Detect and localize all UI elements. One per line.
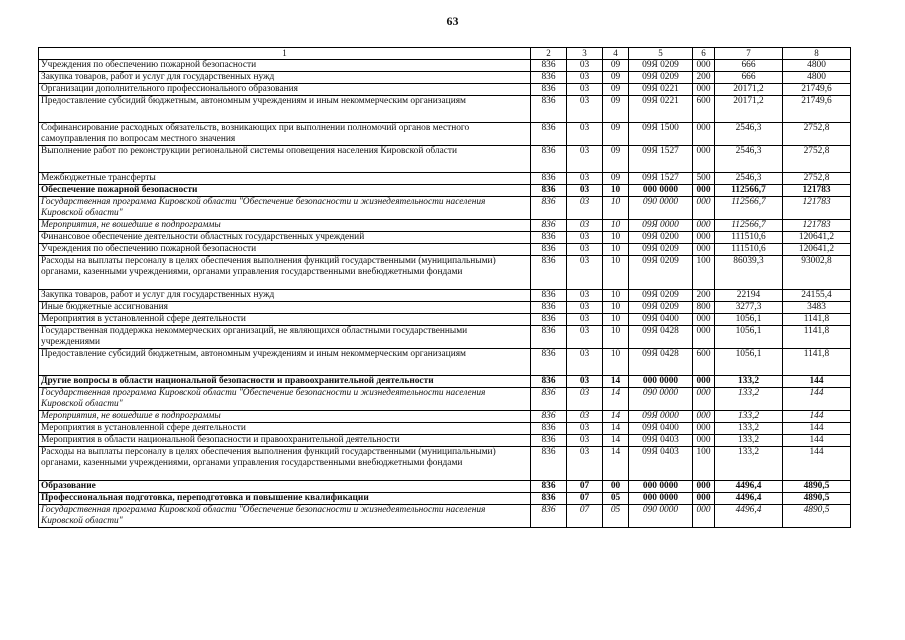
row-ministry-code: 836 xyxy=(531,60,567,72)
row-ministry-code: 836 xyxy=(531,220,567,232)
row-description: Выполнение работ по реконструкции региональной системы оповещения населения Кировской области xyxy=(39,146,531,173)
row-amount-year-2: 3483 xyxy=(783,302,851,314)
row-target-article: 09Я 0000 xyxy=(629,411,693,423)
row-ministry-code: 836 xyxy=(531,72,567,84)
row-amount-year-1: 112566,7 xyxy=(715,197,783,220)
row-amount-year-2: 121783 xyxy=(783,185,851,197)
row-ministry-code: 836 xyxy=(531,388,567,411)
row-ministry-code: 836 xyxy=(531,232,567,244)
row-amount-year-2: 1141,8 xyxy=(783,314,851,326)
row-target-article: 09Я 0403 xyxy=(629,435,693,447)
row-amount-year-1: 112566,7 xyxy=(715,185,783,197)
row-expense-type: 000 xyxy=(693,435,715,447)
row-amount-year-2: 144 xyxy=(783,423,851,435)
row-ministry-code: 836 xyxy=(531,423,567,435)
row-amount-year-2: 2752,8 xyxy=(783,173,851,185)
row-amount-year-2: 1141,8 xyxy=(783,326,851,349)
row-ministry-code: 836 xyxy=(531,481,567,493)
row-ministry-code: 836 xyxy=(531,349,567,376)
row-target-article: 09Я 0000 xyxy=(629,220,693,232)
row-section-code: 03 xyxy=(567,302,603,314)
row-section-code: 03 xyxy=(567,256,603,290)
row-expense-type: 000 xyxy=(693,197,715,220)
row-section-code: 07 xyxy=(567,493,603,505)
row-target-article: 000 0000 xyxy=(629,493,693,505)
row-amount-year-2: 4800 xyxy=(783,72,851,84)
row-section-code: 03 xyxy=(567,411,603,423)
row-ministry-code: 836 xyxy=(531,435,567,447)
row-section-code: 03 xyxy=(567,447,603,481)
row-amount-year-1: 1056,1 xyxy=(715,326,783,349)
row-ministry-code: 836 xyxy=(531,376,567,388)
row-expense-type: 000 xyxy=(693,84,715,96)
row-ministry-code: 836 xyxy=(531,123,567,146)
row-section-code: 03 xyxy=(567,232,603,244)
row-amount-year-2: 21749,6 xyxy=(783,96,851,123)
row-expense-type: 000 xyxy=(693,244,715,256)
row-subsection-code: 14 xyxy=(603,388,629,411)
row-ministry-code: 836 xyxy=(531,493,567,505)
row-ministry-code: 836 xyxy=(531,146,567,173)
row-target-article: 090 0000 xyxy=(629,197,693,220)
row-description: Мероприятия, не вошедшие в подпрограммы xyxy=(39,411,531,423)
table-row xyxy=(39,185,851,197)
row-section-code: 07 xyxy=(567,481,603,493)
row-subsection-code: 09 xyxy=(603,72,629,84)
table-row xyxy=(39,146,851,173)
row-amount-year-2: 144 xyxy=(783,376,851,388)
row-expense-type: 200 xyxy=(693,72,715,84)
row-section-code: 03 xyxy=(567,326,603,349)
row-expense-type: 000 xyxy=(693,60,715,72)
row-ministry-code: 836 xyxy=(531,505,567,528)
row-description: Межбюджетные трансферты xyxy=(39,173,531,185)
row-expense-type: 000 xyxy=(693,146,715,173)
row-amount-year-1: 1056,1 xyxy=(715,314,783,326)
row-ministry-code: 836 xyxy=(531,314,567,326)
row-amount-year-2: 93002,8 xyxy=(783,256,851,290)
row-section-code: 03 xyxy=(567,84,603,96)
row-description: Предоставление субсидий бюджетным, автономным учреждениям и иным некоммерческим организациям xyxy=(39,96,531,123)
row-description: Организации дополнительного профессионального образования xyxy=(39,84,531,96)
row-section-code: 03 xyxy=(567,376,603,388)
row-amount-year-2: 1141,8 xyxy=(783,349,851,376)
row-section-code: 03 xyxy=(567,60,603,72)
row-amount-year-2: 144 xyxy=(783,388,851,411)
row-expense-type: 000 xyxy=(693,314,715,326)
row-expense-type: 100 xyxy=(693,447,715,481)
row-amount-year-1: 133,2 xyxy=(715,435,783,447)
row-target-article: 09Я 0209 xyxy=(629,244,693,256)
row-ministry-code: 836 xyxy=(531,447,567,481)
row-subsection-code: 10 xyxy=(603,244,629,256)
table-row xyxy=(39,447,851,481)
header-col-4: 4 xyxy=(603,48,629,60)
row-description: Профессиональная подготовка, переподготовка и повышение квалификации xyxy=(39,493,531,505)
row-ministry-code: 836 xyxy=(531,96,567,123)
row-expense-type: 000 xyxy=(693,376,715,388)
row-subsection-code: 10 xyxy=(603,314,629,326)
row-target-article: 09Я 0400 xyxy=(629,423,693,435)
row-subsection-code: 10 xyxy=(603,349,629,376)
row-target-article: 09Я 0400 xyxy=(629,314,693,326)
row-description: Обеспечение пожарной безопасности xyxy=(39,185,531,197)
row-description: Мероприятия, не вошедшие в подпрограммы xyxy=(39,220,531,232)
row-section-code: 07 xyxy=(567,505,603,528)
row-ministry-code: 836 xyxy=(531,302,567,314)
row-description: Другие вопросы в области национальной безопасности и правоохранительной деятельности xyxy=(39,376,531,388)
row-amount-year-2: 2752,8 xyxy=(783,123,851,146)
row-target-article: 09Я 1527 xyxy=(629,173,693,185)
table-row xyxy=(39,290,851,302)
row-section-code: 03 xyxy=(567,72,603,84)
row-subsection-code: 14 xyxy=(603,423,629,435)
row-ministry-code: 836 xyxy=(531,326,567,349)
header-col-3: 3 xyxy=(567,48,603,60)
row-description: Государственная поддержка некоммерческих организаций, не являющихся областными государственными учреждениями xyxy=(39,326,531,349)
row-amount-year-2: 121783 xyxy=(783,197,851,220)
row-amount-year-1: 2546,3 xyxy=(715,123,783,146)
row-expense-type: 500 xyxy=(693,173,715,185)
row-expense-type: 000 xyxy=(693,388,715,411)
table-row xyxy=(39,197,851,220)
table-row xyxy=(39,376,851,388)
row-target-article: 09Я 0403 xyxy=(629,447,693,481)
row-amount-year-2: 121783 xyxy=(783,220,851,232)
row-subsection-code: 05 xyxy=(603,493,629,505)
row-subsection-code: 10 xyxy=(603,256,629,290)
table-row xyxy=(39,388,851,411)
row-section-code: 03 xyxy=(567,173,603,185)
row-description: Расходы на выплаты персоналу в целях обеспечения выполнения функций государственными (муниципальными) органами, казенными учреждениями, органами управления государственными внебюджетными фондами xyxy=(39,256,531,290)
row-amount-year-1: 22194 xyxy=(715,290,783,302)
row-description: Финансовое обеспечение деятельности областных государственных учреждений xyxy=(39,232,531,244)
row-amount-year-1: 111510,6 xyxy=(715,232,783,244)
row-subsection-code: 09 xyxy=(603,123,629,146)
row-section-code: 03 xyxy=(567,314,603,326)
row-subsection-code: 09 xyxy=(603,96,629,123)
row-target-article: 09Я 0200 xyxy=(629,232,693,244)
row-section-code: 03 xyxy=(567,123,603,146)
row-amount-year-1: 1056,1 xyxy=(715,349,783,376)
row-expense-type: 000 xyxy=(693,123,715,146)
row-amount-year-1: 666 xyxy=(715,72,783,84)
row-expense-type: 000 xyxy=(693,505,715,528)
row-expense-type: 600 xyxy=(693,96,715,123)
table-row xyxy=(39,96,851,123)
row-amount-year-2: 120641,2 xyxy=(783,232,851,244)
row-amount-year-2: 4890,5 xyxy=(783,481,851,493)
row-amount-year-1: 133,2 xyxy=(715,376,783,388)
table-row xyxy=(39,232,851,244)
row-target-article: 09Я 0428 xyxy=(629,349,693,376)
row-amount-year-1: 666 xyxy=(715,60,783,72)
row-target-article: 09Я 1500 xyxy=(629,123,693,146)
row-description: Расходы на выплаты персоналу в целях обеспечения выполнения функций государственными (муниципальными) органами, казенными учреждениями, органами управления государственными внебюджетными фондами xyxy=(39,447,531,481)
row-amount-year-1: 86039,3 xyxy=(715,256,783,290)
row-subsection-code: 10 xyxy=(603,302,629,314)
row-amount-year-2: 144 xyxy=(783,435,851,447)
row-description: Закупка товаров, работ и услуг для государственных нужд xyxy=(39,290,531,302)
row-amount-year-1: 133,2 xyxy=(715,423,783,435)
header-col-6: 6 xyxy=(693,48,715,60)
row-description: Мероприятия в установленной сфере деятельности xyxy=(39,314,531,326)
row-ministry-code: 836 xyxy=(531,290,567,302)
row-subsection-code: 10 xyxy=(603,290,629,302)
row-amount-year-1: 133,2 xyxy=(715,388,783,411)
row-target-article: 000 0000 xyxy=(629,481,693,493)
row-amount-year-2: 4800 xyxy=(783,60,851,72)
row-section-code: 03 xyxy=(567,185,603,197)
row-target-article: 09Я 1527 xyxy=(629,146,693,173)
header-col-1: 1 xyxy=(39,48,531,60)
table-row xyxy=(39,60,851,72)
row-ministry-code: 836 xyxy=(531,84,567,96)
header-col-5: 5 xyxy=(629,48,693,60)
row-amount-year-2: 2752,8 xyxy=(783,146,851,173)
row-ministry-code: 836 xyxy=(531,244,567,256)
row-amount-year-2: 4890,5 xyxy=(783,493,851,505)
table-row xyxy=(39,505,851,528)
table-row xyxy=(39,481,851,493)
row-section-code: 03 xyxy=(567,290,603,302)
table-row xyxy=(39,173,851,185)
row-amount-year-2: 24155,4 xyxy=(783,290,851,302)
row-subsection-code: 14 xyxy=(603,447,629,481)
row-expense-type: 000 xyxy=(693,220,715,232)
budget-table xyxy=(38,47,851,528)
row-amount-year-2: 120641,2 xyxy=(783,244,851,256)
row-expense-type: 000 xyxy=(693,185,715,197)
row-expense-type: 000 xyxy=(693,493,715,505)
row-target-article: 090 0000 xyxy=(629,505,693,528)
row-expense-type: 200 xyxy=(693,290,715,302)
table-row xyxy=(39,349,851,376)
row-section-code: 03 xyxy=(567,388,603,411)
row-target-article: 000 0000 xyxy=(629,376,693,388)
row-section-code: 03 xyxy=(567,220,603,232)
page-number: 63 xyxy=(446,14,459,28)
row-expense-type: 000 xyxy=(693,326,715,349)
row-section-code: 03 xyxy=(567,197,603,220)
row-target-article: 09Я 0209 xyxy=(629,60,693,72)
row-description: Учреждения по обеспечению пожарной безопасности xyxy=(39,244,531,256)
row-subsection-code: 00 xyxy=(603,481,629,493)
row-target-article: 09Я 0209 xyxy=(629,72,693,84)
row-subsection-code: 09 xyxy=(603,146,629,173)
row-subsection-code: 09 xyxy=(603,84,629,96)
row-target-article: 09Я 0209 xyxy=(629,302,693,314)
row-ministry-code: 836 xyxy=(531,185,567,197)
row-expense-type: 800 xyxy=(693,302,715,314)
row-description: Государственная программа Кировской области "Обеспечение безопасности и жизнедеятельности населения Кировской области" xyxy=(39,197,531,220)
table-body xyxy=(39,48,851,528)
table-row xyxy=(39,220,851,232)
row-amount-year-1: 112566,7 xyxy=(715,220,783,232)
row-expense-type: 000 xyxy=(693,423,715,435)
row-target-article: 09Я 0209 xyxy=(629,290,693,302)
row-expense-type: 000 xyxy=(693,232,715,244)
row-ministry-code: 836 xyxy=(531,173,567,185)
row-amount-year-2: 144 xyxy=(783,411,851,423)
table-row xyxy=(39,423,851,435)
row-amount-year-2: 4890,5 xyxy=(783,505,851,528)
table-row xyxy=(39,435,851,447)
row-subsection-code: 09 xyxy=(603,60,629,72)
table-row xyxy=(39,493,851,505)
table-row xyxy=(39,84,851,96)
row-subsection-code: 05 xyxy=(603,505,629,528)
row-expense-type: 000 xyxy=(693,481,715,493)
row-subsection-code: 09 xyxy=(603,173,629,185)
table-row xyxy=(39,302,851,314)
row-amount-year-1: 2546,3 xyxy=(715,173,783,185)
row-target-article: 09Я 0428 xyxy=(629,326,693,349)
table-row xyxy=(39,411,851,423)
row-amount-year-1: 20171,2 xyxy=(715,84,783,96)
row-subsection-code: 10 xyxy=(603,185,629,197)
row-amount-year-1: 2546,3 xyxy=(715,146,783,173)
row-description: Иные бюджетные ассигнования xyxy=(39,302,531,314)
table-row xyxy=(39,123,851,146)
table-row xyxy=(39,244,851,256)
row-amount-year-1: 111510,6 xyxy=(715,244,783,256)
row-section-code: 03 xyxy=(567,146,603,173)
row-section-code: 03 xyxy=(567,244,603,256)
row-subsection-code: 10 xyxy=(603,220,629,232)
row-description: Мероприятия в установленной сфере деятельности xyxy=(39,423,531,435)
row-target-article: 09Я 0221 xyxy=(629,96,693,123)
row-description: Мероприятия в области национальной безопасности и правоохранительной деятельности xyxy=(39,435,531,447)
row-amount-year-1: 4496,4 xyxy=(715,493,783,505)
row-description: Софинансирование расходных обязательств, возникающих при выполнении полномочий органов местного самоуправления по вопросам местного значения xyxy=(39,123,531,146)
table-row xyxy=(39,314,851,326)
row-description: Закупка товаров, работ и услуг для государственных нужд xyxy=(39,72,531,84)
row-subsection-code: 14 xyxy=(603,435,629,447)
row-expense-type: 600 xyxy=(693,349,715,376)
row-subsection-code: 14 xyxy=(603,411,629,423)
row-section-code: 03 xyxy=(567,96,603,123)
row-ministry-code: 836 xyxy=(531,197,567,220)
row-amount-year-2: 144 xyxy=(783,447,851,481)
row-section-code: 03 xyxy=(567,349,603,376)
row-amount-year-1: 4496,4 xyxy=(715,505,783,528)
row-amount-year-1: 4496,4 xyxy=(715,481,783,493)
row-subsection-code: 10 xyxy=(603,197,629,220)
row-description: Учреждения по обеспечению пожарной безопасности xyxy=(39,60,531,72)
header-col-8: 8 xyxy=(783,48,851,60)
row-ministry-code: 836 xyxy=(531,256,567,290)
row-amount-year-1: 20171,2 xyxy=(715,96,783,123)
row-description: Образование xyxy=(39,481,531,493)
row-target-article: 000 0000 xyxy=(629,185,693,197)
row-description: Государственная программа Кировской области "Обеспечение безопасности и жизнедеятельности населения Кировской области" xyxy=(39,505,531,528)
row-target-article: 09Я 0209 xyxy=(629,256,693,290)
row-ministry-code: 836 xyxy=(531,411,567,423)
table-row xyxy=(39,72,851,84)
header-col-2: 2 xyxy=(531,48,567,60)
row-section-code: 03 xyxy=(567,423,603,435)
row-target-article: 090 0000 xyxy=(629,388,693,411)
row-expense-type: 100 xyxy=(693,256,715,290)
header-col-7: 7 xyxy=(715,48,783,60)
row-description: Предоставление субсидий бюджетным, автономным учреждениям и иным некоммерческим организациям xyxy=(39,349,531,376)
row-subsection-code: 10 xyxy=(603,326,629,349)
row-amount-year-1: 133,2 xyxy=(715,411,783,423)
row-subsection-code: 14 xyxy=(603,376,629,388)
row-description: Государственная программа Кировской области "Обеспечение безопасности и жизнедеятельности населения Кировской области" xyxy=(39,388,531,411)
row-section-code: 03 xyxy=(567,435,603,447)
table-row xyxy=(39,326,851,349)
table-header-row xyxy=(39,48,851,60)
row-expense-type: 000 xyxy=(693,411,715,423)
row-amount-year-2: 21749,6 xyxy=(783,84,851,96)
row-amount-year-1: 133,2 xyxy=(715,447,783,481)
row-amount-year-1: 3277,3 xyxy=(715,302,783,314)
row-subsection-code: 10 xyxy=(603,232,629,244)
row-target-article: 09Я 0221 xyxy=(629,84,693,96)
table-row xyxy=(39,256,851,290)
